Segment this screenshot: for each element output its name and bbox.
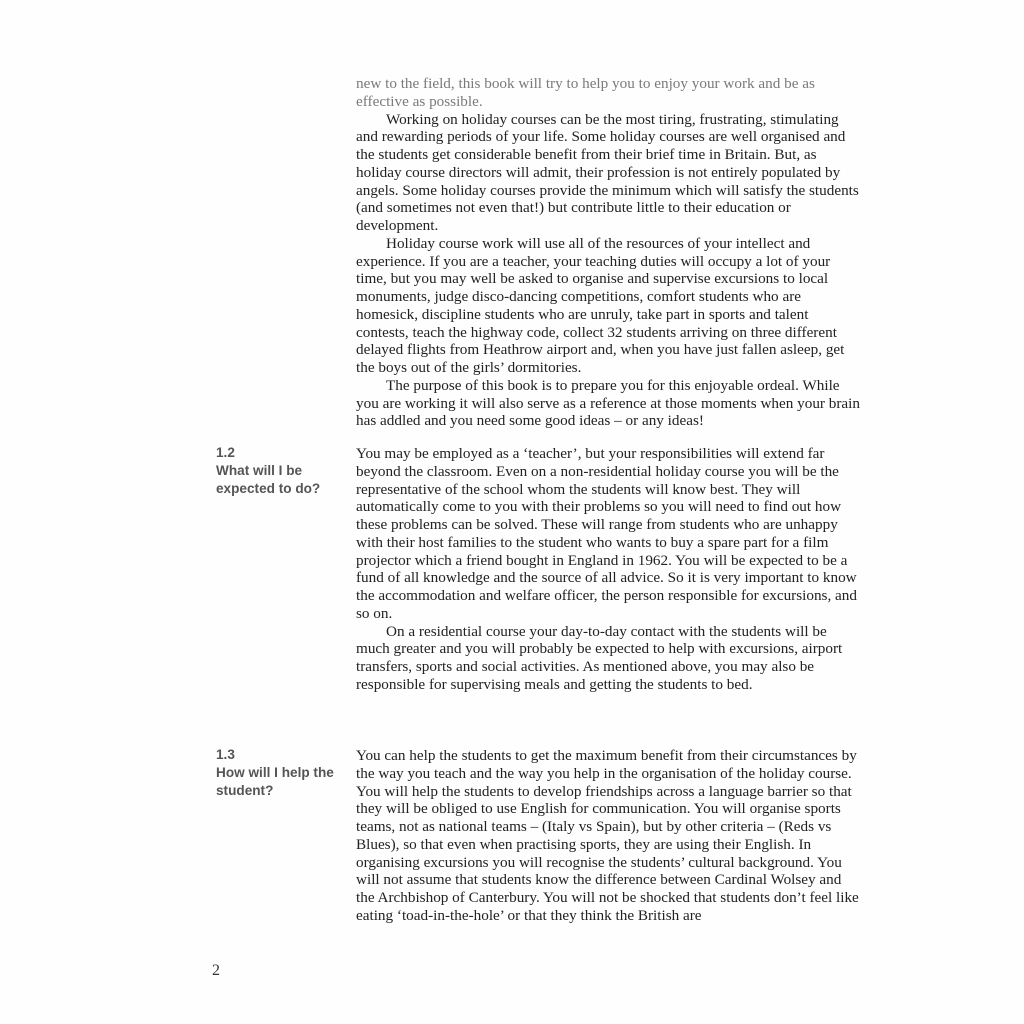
section-body-1-2: [356, 445, 860, 694]
section-body-1-3: [356, 747, 860, 925]
section-paragraph: You can help the students to get the maximum benefit from their circumstances by the way you teach and the way you help in the organisation of the holiday course. You will help the students to develop friendships across a language barrier so that they will be obliged to use English for communication. You will organise sports teams, not as national teams – (Italy vs Spain), but by other criteria – (Reds vs Blues), so that even when practising sports, they are using their English. In organising excursions you will recognise the students’ cultural background. You will not assume that students know the difference between Cardinal Wolsey and the Archbishop of Canterbury. You will not be shocked that students don’t feel like eating ‘toad-in-the-hole’ or that they think the British are: [356, 747, 859, 924]
section-title: How will I help the student?: [216, 765, 334, 798]
section-number: 1.3: [216, 747, 235, 762]
section-paragraph: On a residential course your day-to-day contact with the students will be much greater and you will probably be expected to help with excursions, airport transfers, sports and social activities. As mentioned above, you may also be responsible for supervising meals and getting the students to bed.: [356, 622, 843, 693]
page-number: 2: [212, 962, 220, 979]
intro-paragraph: Working on holiday courses can be the most tiring, frustrating, stimulating and rewarding periods of your life. Some holiday courses are well organised and the students get considerable benefit from their brief time in Britain. But, as holiday course directors will admit, their profession is not entirely populated by angels. Some holiday courses provide the minimum which will satisfy the students (and sometimes not even that!) but contribute little to their education or development.: [356, 110, 859, 234]
section-number: 1.2: [216, 445, 235, 460]
section-heading-1-3: [216, 746, 346, 800]
section-title: What will I be expected to do?: [216, 463, 321, 496]
section-paragraph: You may be employed as a ‘teacher’, but your responsibilities will extend far beyond the classroom. Even on a non-residential holiday course you will be the representative of the school whom the students will know best. They will automatically come to you with their problems so you will need to find out how these problems can be solved. These will range from students who are unhappy with their host families to the student who wants to buy a spare part for a film projector which a friend bought in England in 1962. You will be expected to be a fund of all knowledge and the source of all advice. So it is very important to know the accommodation and welfare officer, the person responsible for excursions, and so on.: [356, 445, 857, 622]
section-heading-1-2: [216, 444, 346, 498]
intro-paragraph: Holiday course work will use all of the resources of your intellect and experience. If you are a teacher, your teaching duties will occupy a lot of your time, but you may well be asked to organise and supervise excursions to local monuments, judge disco-dancing competitions, comfort students who are homesick, discipline students who are unruly, take part in sports and talent contests, teach the highway code, collect 32 students arriving on three different delayed flights from Heathrow airport and, when you have just fallen asleep, get the boys out of the girls’ dormitories.: [356, 234, 845, 376]
intro-paragraph-continued: [356, 75, 860, 111]
intro-paragraph-text: new to the field, this book will try to help you to enjoy your work and be as effective as possible.: [356, 75, 815, 110]
intro-paragraph: The purpose of this book is to prepare you for this enjoyable ordeal. While you are working it will also serve as a reference at those moments when your brain has addled and you need some good ideas – or any ideas!: [356, 376, 860, 430]
intro-text-block: [356, 75, 860, 430]
